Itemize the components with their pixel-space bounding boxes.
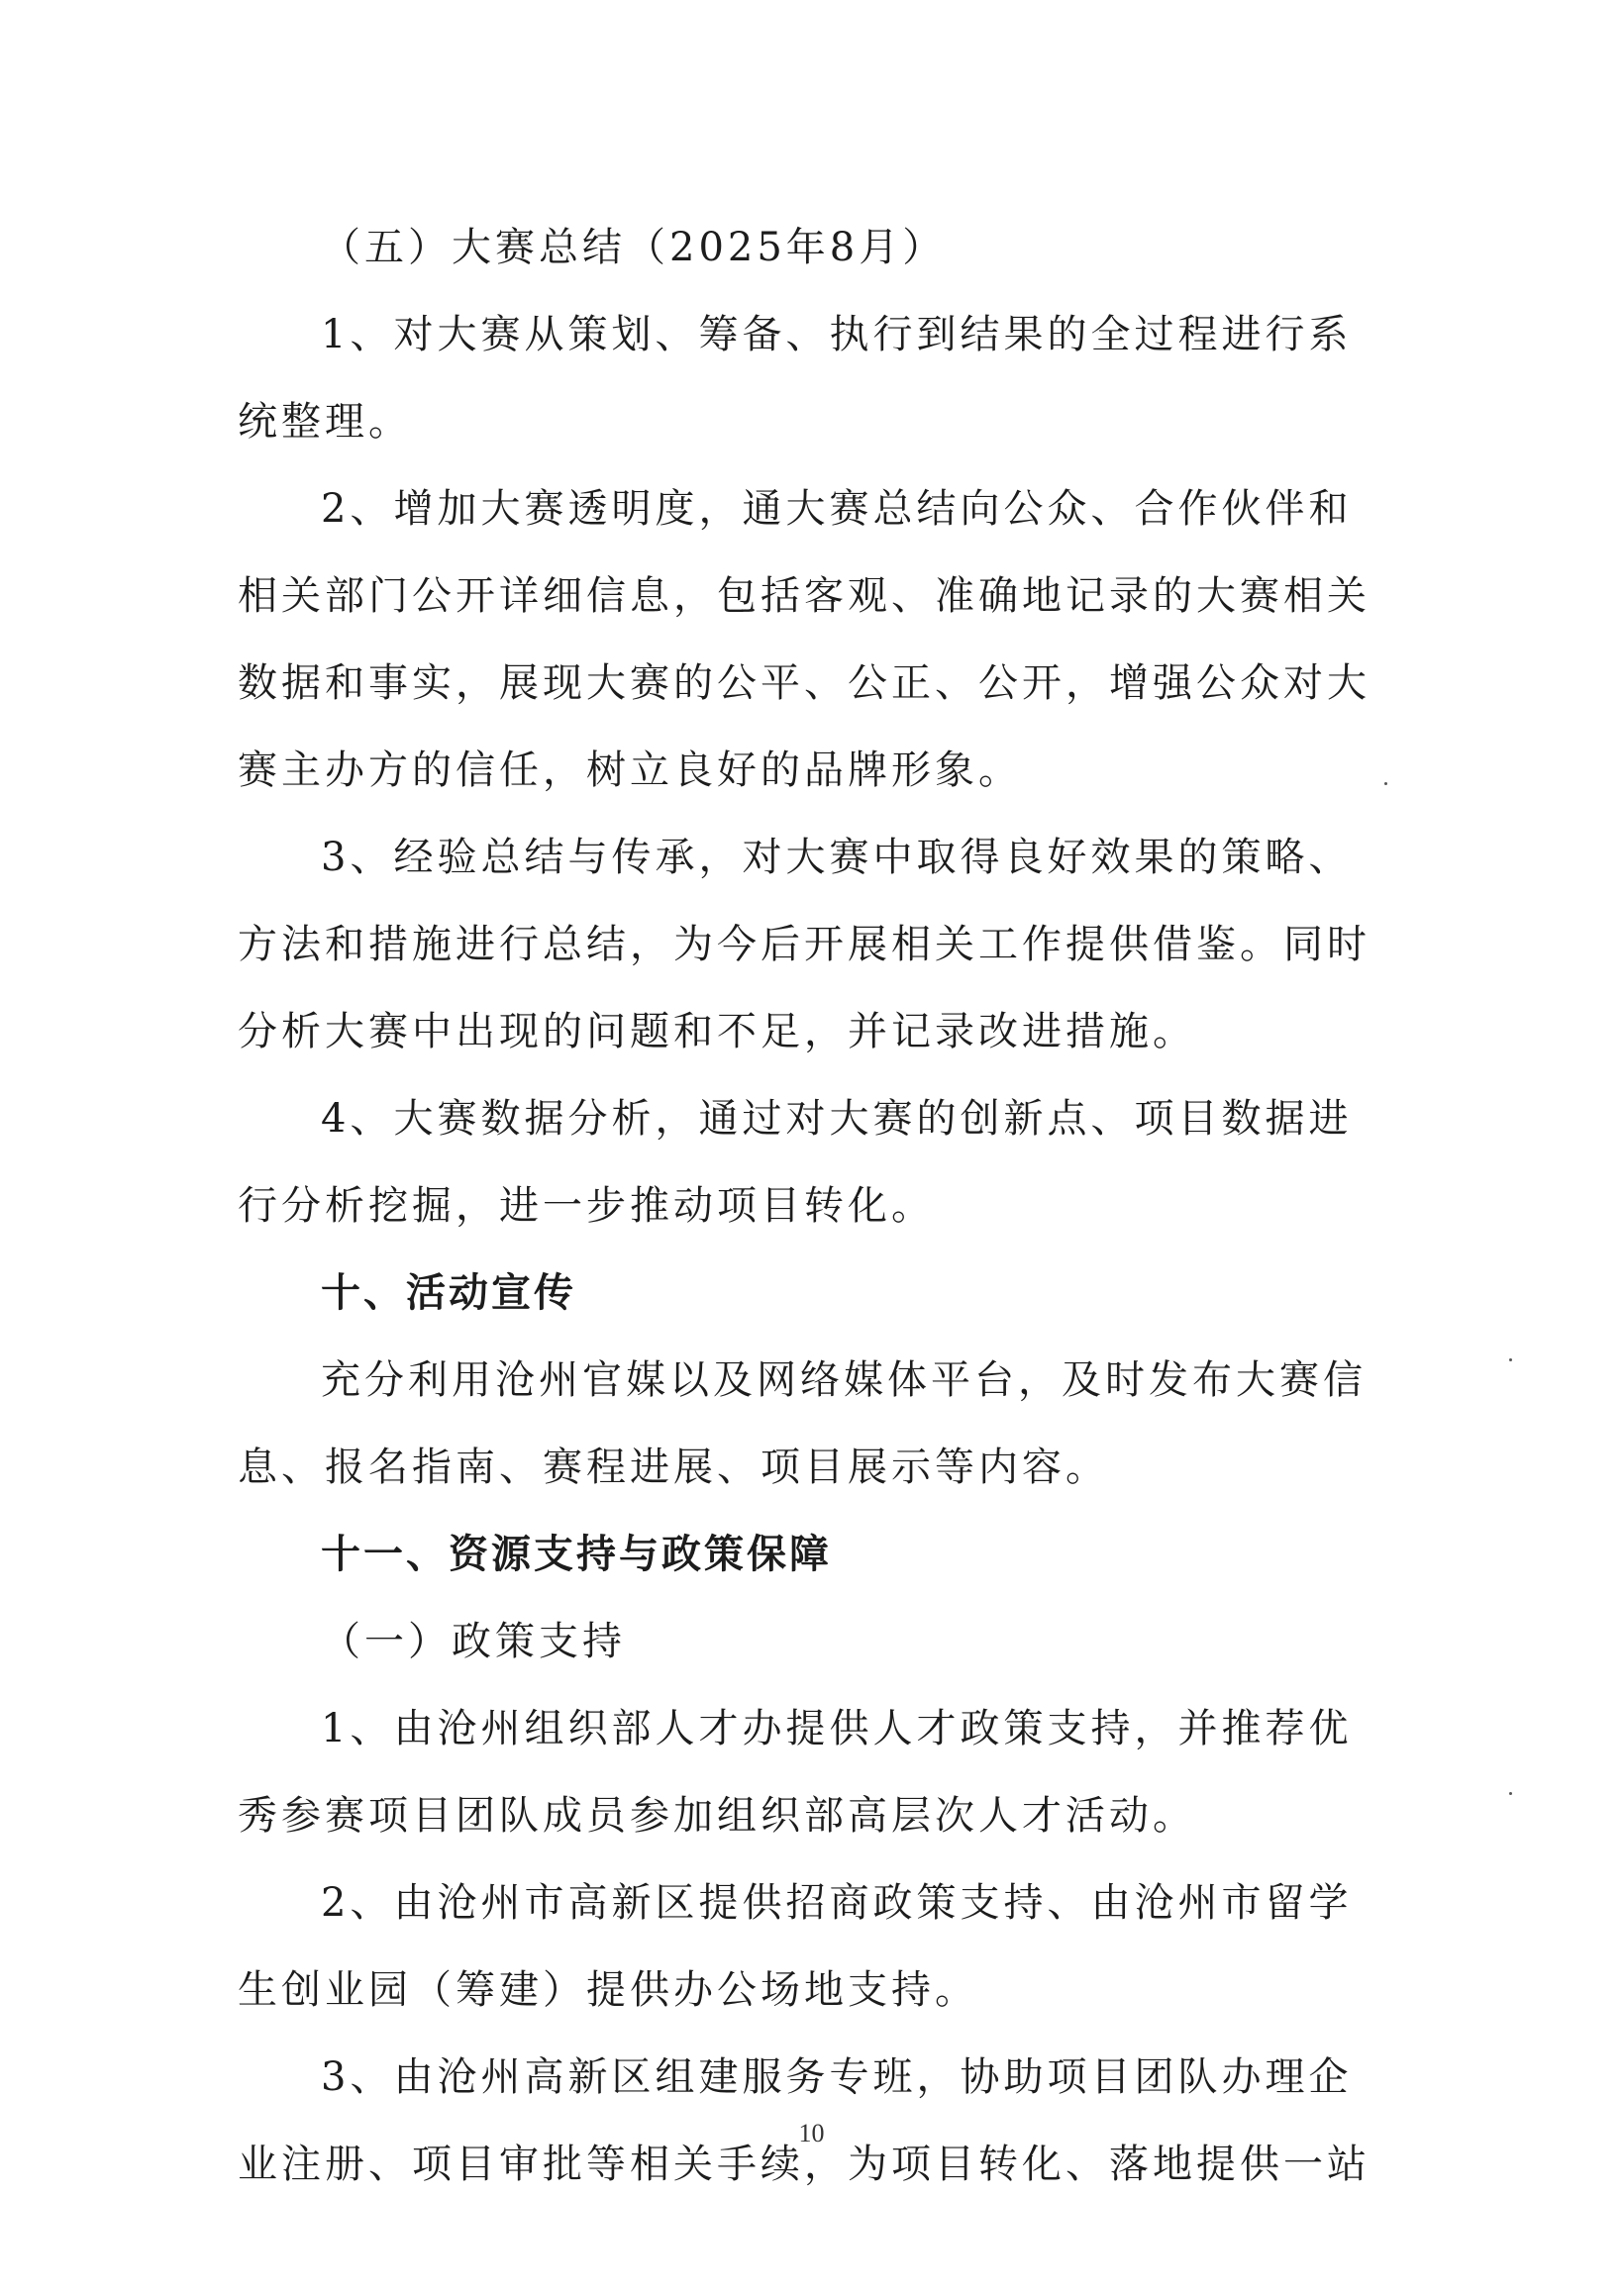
paragraph-line: 秀参赛项目团队成员参加组织部高层次人才活动。 — [238, 1793, 1196, 1839]
paragraph-line: 数据和事实，展现大赛的公平、公正、公开，增强公众对大 — [238, 660, 1370, 706]
scan-speck — [1509, 1358, 1512, 1361]
paragraph-line: 4、大赛数据分析，通过对大赛的创新点、项目数据进 — [321, 1096, 1353, 1142]
paragraph-line: 充分利用沧州官媒以及网络媒体平台，及时发布大赛信 — [321, 1357, 1367, 1403]
page-number: 10 — [798, 2119, 825, 2147]
paragraph-line: 分析大赛中出现的问题和不足，并记录改进措施。 — [238, 1009, 1196, 1054]
paragraph-line: 统整理。 — [238, 399, 412, 445]
paragraph-line: 业注册、项目审批等相关手续，为项目转化、落地提供一站 — [238, 2142, 1370, 2187]
paragraph-line: 行分析挖掘，进一步推动项目转化。 — [238, 1183, 935, 1229]
paragraph-line: 1、由沧州组织部人才办提供人才政策支持，并推荐优 — [321, 1706, 1353, 1751]
document-body — [238, 204, 1386, 2208]
paragraph-line: 2、增加大赛透明度，通大赛总结向公众、合作伙伴和 — [321, 486, 1353, 532]
subsection-heading-summary: （五）大赛总结（2025年8月） — [321, 225, 947, 270]
scan-speck — [1509, 1792, 1512, 1795]
scan-speck — [1384, 782, 1387, 785]
paragraph-line: 3、由沧州高新区组建服务专班，协助项目团队办理企 — [321, 2054, 1353, 2100]
section-heading-publicity: 十、活动宣传 — [321, 1270, 576, 1316]
paragraph-line: 赛主办方的信任，树立良好的品牌形象。 — [238, 748, 1022, 793]
paragraph-line: 息、报名指南、赛程进展、项目展示等内容。 — [238, 1445, 1109, 1490]
paragraph-line: 生创业园（筹建）提供办公场地支持。 — [238, 1967, 978, 2013]
subsection-heading-policy: （一）政策支持 — [321, 1619, 626, 1664]
paragraph-line: 3、经验总结与传承，对大赛中取得良好效果的策略、 — [321, 835, 1353, 880]
section-heading-resources: 十一、资源支持与政策保障 — [321, 1532, 832, 1577]
paragraph-line: 2、由沧州市高新区提供招商政策支持、由沧州市留学 — [321, 1880, 1353, 1926]
paragraph-line: 相关部门公开详细信息，包括客观、准确地记录的大赛相关 — [238, 573, 1370, 619]
paragraph-line: 方法和措施进行总结，为今后开展相关工作提供借鉴。同时 — [238, 922, 1370, 967]
paragraph-line: 1、对大赛从策划、筹备、执行到结果的全过程进行系 — [321, 312, 1353, 357]
